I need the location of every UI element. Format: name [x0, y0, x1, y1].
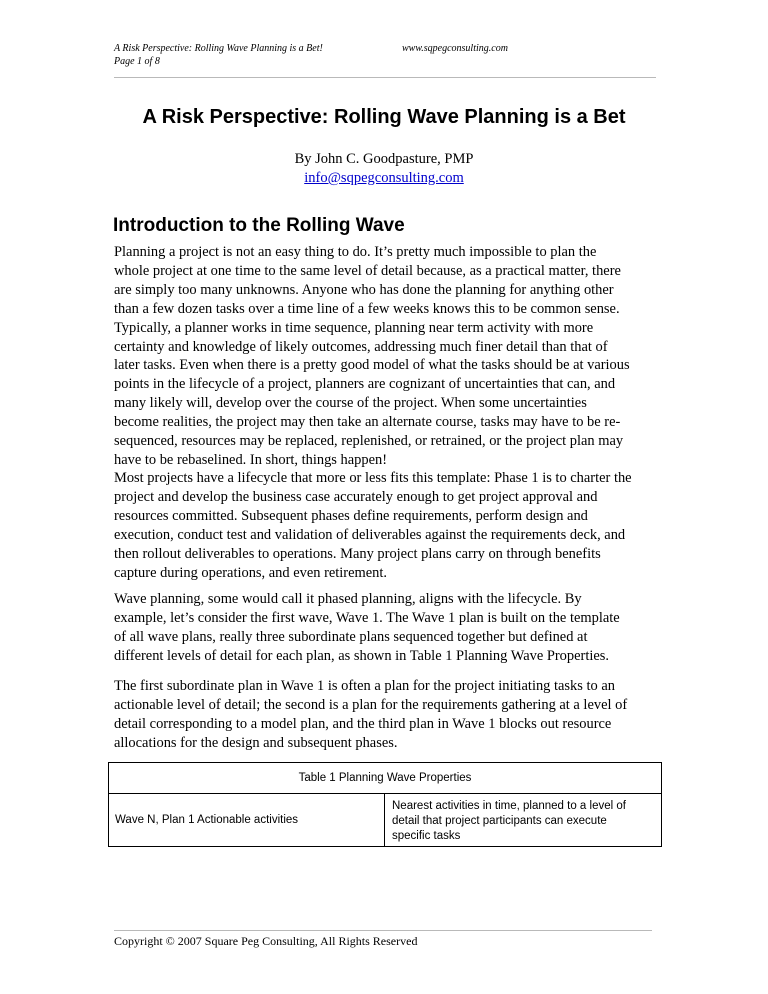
table-caption: Table 1 Planning Wave Properties [109, 763, 661, 794]
document-title: A Risk Perspective: Rolling Wave Planning is a Bet [142, 106, 626, 128]
table-cell-wave-plan: Wave N, Plan 1 Actionable activities [115, 814, 299, 826]
header-rule [114, 77, 656, 78]
footer-rule [114, 930, 652, 931]
author-line: By John C. Goodpasture, PMP [294, 151, 474, 167]
author-email-link[interactable]: info@sqpegconsulting.com [304, 170, 464, 186]
paragraph-lifecycle: Most projects have a lifecycle that more or less fits this template: Phase 1 is to charter the project and develop the business case accurately enough to get project approval and resources committed. Subsequent phases define requirements, perform design and execution, conduct test and validation of deliverables against the requirements deck, and then rollout deliverables to operations. Many project plans carry on through benefits capture during operations, and even retirement. [114, 470, 632, 581]
section-heading: Introduction to the Rolling Wave [113, 215, 405, 236]
header-website: www.sqpegconsulting.com [402, 43, 508, 54]
footer-copyright: Copyright © 2007 Square Peg Consulting, All Rights Reserved [114, 934, 418, 948]
table-cell-description: Nearest activities in time, planned to a level of detail that project participants can execute specific tasks [392, 800, 626, 842]
author-email-line [0, 170, 768, 187]
paragraph-intro: Planning a project is not an easy thing to do. It’s pretty much impossible to plan the whole project at one time to the same level of detail because, as a practical matter, there are simply too many unknowns. Anyone who has done the planning for anything other than a few dozen tasks over a time line of a few weeks knows this to be common sense. Typically, a planner works in time sequence, planning near term activity with more certainty and knowledge of likely outcomes, addressing much finer detail than that of later tasks. Even when there is a pretty good model of what the tasks should be at various points in the lifecycle of a project, planners are cognizant of uncertainties that can, and many likely will, develop over the course of the project. When some uncertainties become realities, the project may then take an alternate course, tasks may have to be re- sequenced, resources may be replaced, replenished, or retrained, or the project plan may have to be rebaselined. In short, things happen! [114, 244, 630, 468]
paragraph-subordinate-plans: The first subordinate plan in Wave 1 is often a plan for the project initiating tasks to an actionable level of detail; the second is a plan for the requirements gathering at a level of detail corresponding to a model plan, and the third plan in Wave 1 blocks out resource allocations for the design and subsequent phases. [114, 678, 628, 751]
table-column-divider [384, 793, 385, 846]
header-page-number: Page 1 of 8 [114, 56, 160, 67]
header-doc-title: A Risk Perspective: Rolling Wave Planning is a Bet! [114, 43, 323, 54]
planning-wave-table [108, 762, 662, 847]
paragraph-wave-planning: Wave planning, some would call it phased planning, aligns with the lifecycle. By example, let’s consider the first wave, Wave 1. The Wave 1 plan is built on the template of all wave plans, really three subordinate plans sequenced together but defined at different levels of detail for each plan, as shown in Table 1 Planning Wave Properties. [114, 591, 620, 664]
